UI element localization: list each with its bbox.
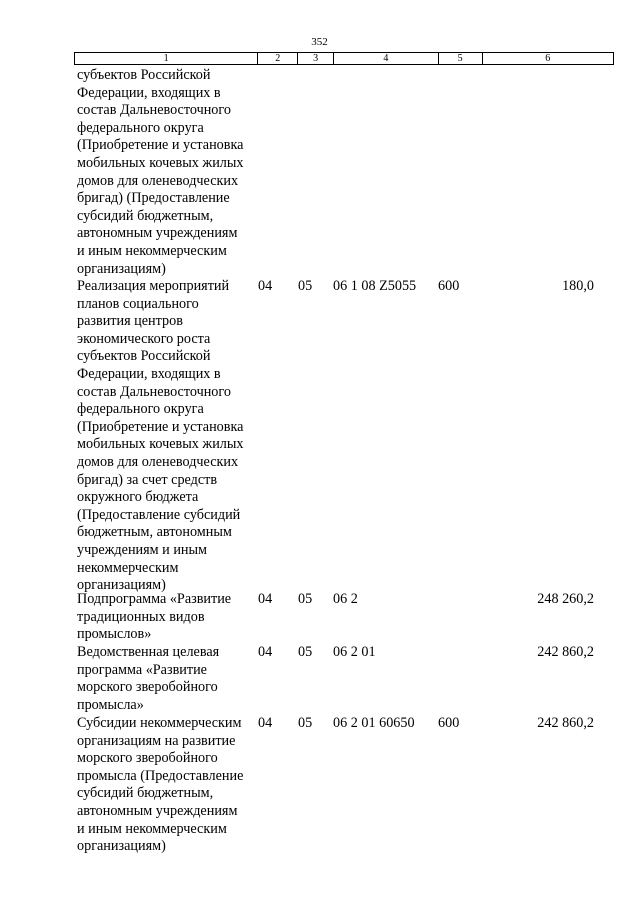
- header-col-1: 1: [75, 53, 258, 64]
- row-description: субъектов Российской Федерации, входящих в состав Дальневосточного федерального округа (Приобретение и установка мобильных кочевых жилых домов для оленеводческих бригад) (Предоставление субсидий бюджетным, автономным учреждениям и иным некоммерческим организациям): [77, 67, 244, 277]
- table-body: [0, 67, 639, 856]
- row-target-code: 06 2 01: [333, 644, 376, 660]
- row-target-code: 06 1 08 Z5055: [333, 278, 417, 294]
- row-description: Субсидии некоммерческим организациям на развитие морского зверобойного промысла (Предоставление субсидий бюджетным, автономным учреждениям и иным некоммерческим организациям): [77, 715, 244, 855]
- row-description: Ведомственная целевая программа «Развитие морского зверобойного промысла»: [77, 644, 220, 713]
- row-expense-type: 600: [438, 278, 460, 294]
- row-description: Подпрограмма «Развитие традиционных видов промыслов»: [77, 591, 232, 643]
- header-col-5: 5: [439, 53, 483, 64]
- header-col-6: 6: [545, 53, 551, 64]
- table-row: [0, 278, 639, 594]
- row-section-code: 04: [258, 591, 273, 607]
- row-subsection-code: 05: [298, 278, 313, 294]
- header-col-4: 4: [334, 53, 439, 64]
- row-amount: 248 260,2: [537, 591, 594, 607]
- row-amount: 242 860,2: [537, 715, 594, 731]
- row-section-code: 04: [258, 644, 273, 660]
- row-amount: 242 860,2: [537, 644, 594, 660]
- row-subsection-code: 05: [298, 591, 313, 607]
- header-col-3: 3: [298, 53, 334, 64]
- page-number: 352: [311, 36, 328, 48]
- table-row: [0, 67, 639, 278]
- table-row: [0, 715, 639, 856]
- table-row: [0, 591, 639, 644]
- row-subsection-code: 05: [298, 715, 313, 731]
- header-col-2: 2: [258, 53, 298, 64]
- row-expense-type: 600: [438, 715, 460, 731]
- row-section-code: 04: [258, 278, 273, 294]
- row-target-code: 06 2: [333, 591, 358, 607]
- row-subsection-code: 05: [298, 644, 313, 660]
- row-description: Реализация мероприятий планов социального развития центров экономического роста субъектов Российской Федерации, входящих в состав Дальневосточного федерального округа (Приобретение и установка мобильных кочевых жилых домов для оленеводческих бригад) за счет средств окружного бюджета (Предоставление субсидий бюджетным, автономным учреждениям и иным некоммерческим организациям): [77, 278, 244, 594]
- table-header: [74, 52, 614, 65]
- row-amount: 180,0: [562, 278, 594, 294]
- table-row: [0, 644, 639, 715]
- row-target-code: 06 2 01 60650: [333, 715, 415, 731]
- row-section-code: 04: [258, 715, 273, 731]
